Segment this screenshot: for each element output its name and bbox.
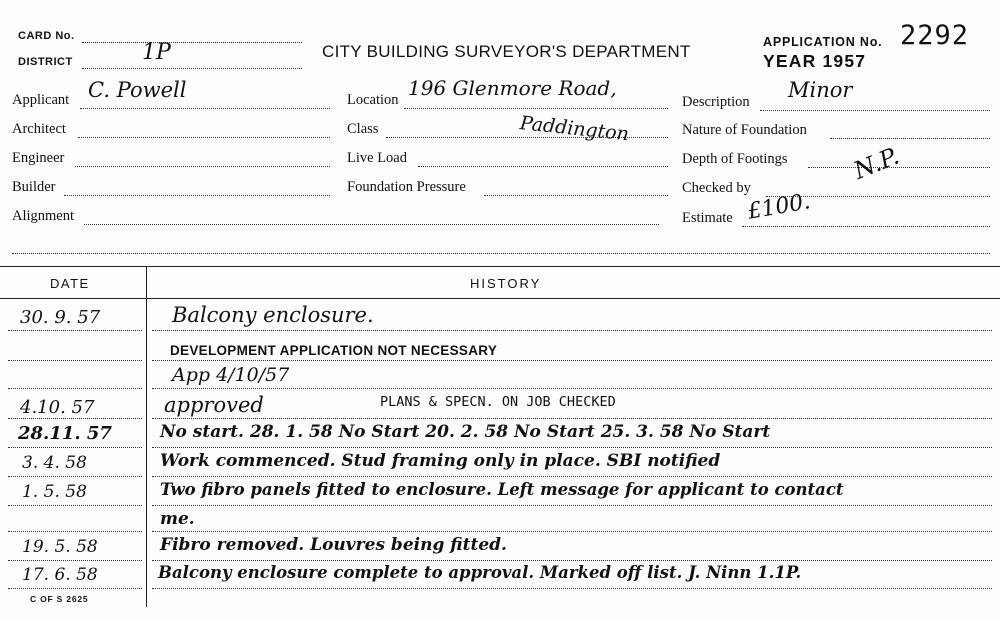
row-entry: Work commenced. Stud framing only in place. SBI notified	[160, 451, 721, 471]
nature-of-foundation-label: Nature of Foundation	[682, 122, 807, 138]
row-date: 17. 6. 58	[22, 565, 98, 585]
history-column-header: HISTORY	[470, 276, 542, 291]
row-rule	[8, 330, 142, 331]
row-rule	[152, 560, 992, 561]
card-no-line	[82, 42, 302, 43]
date-column-divider	[146, 267, 147, 607]
checked-by-label: Checked by	[682, 180, 751, 196]
applicant-value: C. Powell	[88, 78, 187, 102]
district-value: 1P	[142, 40, 171, 65]
row-entry: Two fibro panels fitted to enclosure. Left message for applicant to contact	[160, 480, 844, 499]
row-date: 19. 5. 58	[22, 537, 98, 557]
description-label: Description	[682, 94, 750, 110]
builder-label: Builder	[12, 179, 56, 195]
description-line	[760, 110, 990, 111]
estimate-label: Estimate	[682, 210, 733, 226]
row-entry: Fibro removed. Louvres being fitted.	[160, 535, 507, 555]
application-no-label: APPLICATION No.	[763, 35, 883, 49]
architect-line	[78, 137, 330, 138]
card-no-label: CARD No.	[18, 30, 75, 42]
description-value: Minor	[788, 78, 853, 102]
nature-of-foundation-line	[830, 138, 990, 139]
row-rule	[152, 418, 992, 419]
row-entry: App 4/10/57	[172, 364, 290, 386]
row-date: 4.10. 57	[20, 397, 95, 418]
builder-line	[64, 195, 330, 196]
live-load-line	[418, 166, 668, 167]
estimate-value: £100.	[745, 189, 813, 225]
row-entry: Balcony enclosure complete to approval. Marked off list. J. Ninn 1.1P.	[158, 563, 802, 582]
row-entry: me.	[160, 509, 195, 529]
row-entry: Balcony enclosure.	[172, 303, 374, 327]
applicant-line	[80, 108, 330, 109]
alignment-label: Alignment	[12, 208, 75, 224]
row-rule	[8, 360, 142, 361]
row-rule	[152, 447, 992, 448]
district-label: DISTRICT	[18, 56, 73, 68]
location-value: 196 Glenmore Road,	[408, 76, 617, 100]
application-number: 2292	[900, 20, 970, 51]
department-title: CITY BUILDING SURVEYOR'S DEPARTMENT	[322, 42, 691, 61]
architect-label: Architect	[12, 121, 66, 137]
row-rule	[8, 447, 142, 448]
table-header-border	[0, 298, 1000, 299]
row-rule	[152, 476, 992, 477]
foundation-pressure-line	[484, 195, 668, 196]
row-rule	[8, 418, 142, 419]
row-rule	[152, 388, 992, 389]
live-load-label: Live Load	[347, 150, 407, 166]
row-rule	[8, 505, 142, 506]
row-entry: approved	[164, 393, 264, 417]
row-rule	[8, 588, 142, 589]
engineer-label: Engineer	[12, 150, 65, 166]
engineer-line	[75, 166, 330, 167]
location-line	[404, 108, 668, 109]
row-rule	[8, 560, 142, 561]
row-date: 3. 4. 58	[22, 453, 87, 473]
row-entry: No start. 28. 1. 58 No Start 20. 2. 58 No Start 25. 3. 58 No Start	[160, 422, 771, 442]
row-rule	[152, 360, 992, 361]
district-line	[82, 68, 302, 69]
row-rule	[152, 588, 992, 589]
row-rule	[152, 330, 992, 331]
row-date: 30. 9. 57	[20, 307, 101, 328]
development-stamp: DEVELOPMENT APPLICATION NOT NECESSARY	[170, 343, 498, 358]
row-rule	[8, 531, 142, 532]
row-rule	[8, 476, 142, 477]
row-date: 1. 5. 58	[22, 482, 87, 502]
date-column-header: DATE	[50, 276, 90, 291]
plans-checked-stamp: PLANS & SPECN. ON JOB CHECKED	[380, 394, 616, 410]
row-rule	[152, 531, 992, 532]
header-bottom-line	[12, 253, 990, 254]
estimate-line	[742, 226, 990, 227]
depth-of-footings-value: N.P.	[849, 141, 903, 185]
location-label: Location	[347, 92, 399, 108]
applicant-label: Applicant	[12, 92, 70, 108]
row-date: 28.11. 57	[18, 423, 112, 444]
row-rule	[152, 505, 992, 506]
class-label: Class	[347, 121, 379, 137]
foundation-pressure-label: Foundation Pressure	[347, 179, 466, 195]
depth-of-footings-label: Depth of Footings	[682, 151, 788, 167]
year-label: YEAR 1957	[763, 51, 867, 71]
table-top-border	[0, 266, 1000, 267]
form-code: C OF S 2625	[30, 594, 89, 604]
alignment-line	[84, 224, 659, 225]
row-rule	[8, 388, 142, 389]
class-value: Paddington	[518, 112, 630, 146]
